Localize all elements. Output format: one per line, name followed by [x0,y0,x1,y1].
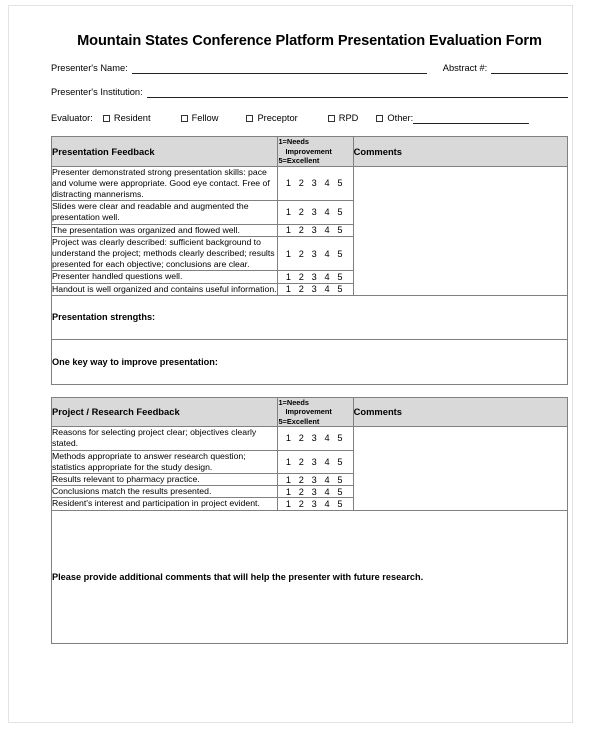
abstract-number-input[interactable] [491,64,568,74]
additional-comments-prompt[interactable]: Please provide additional comments that will help the presenter with future research. [52,510,568,643]
criterion-label: Conclusions match the results presented. [52,486,278,498]
presenter-institution-label: Presenter's Institution: [51,87,143,97]
scale-line-1: 1=Needs [278,137,310,146]
presentation-feedback-body [52,166,568,384]
comments-cell[interactable] [353,427,567,510]
criterion-label: Presenter handled questions well. [52,271,278,283]
improve-presentation-row [52,339,568,384]
checkbox-icon[interactable] [181,115,188,122]
evaluator-option-rpd[interactable] [328,113,359,124]
column-header-project-research-feedback: Project / Research Feedback [52,397,278,427]
evaluator-label: Evaluator: [51,113,93,123]
document-page [8,5,573,723]
checkbox-icon[interactable] [328,115,335,122]
column-header-rating-scale [278,137,353,167]
comments-cell[interactable] [353,166,567,295]
presenter-institution-row [51,87,568,98]
rating-scale-cell[interactable]: 1 2 3 4 5 [278,201,353,224]
criterion-label: The presentation was organized and flowed well. [52,224,278,236]
rating-scale-cell[interactable]: 1 2 3 4 5 [278,486,353,498]
evaluator-option-preceptor-label: Preceptor [257,113,298,123]
evaluator-option-fellow-label: Fellow [191,113,219,123]
scale-line-3: 5=Excellent [278,416,320,426]
criterion-label: Reasons for selecting project clear; objectives clearly stated. [52,427,278,450]
rating-scale-cell[interactable]: 1 2 3 4 5 [278,450,353,473]
criterion-label: Resident's interest and participation in project evident. [52,498,278,510]
scale-line-2: Improvement [285,407,332,417]
column-header-presentation-feedback: Presentation Feedback [52,137,278,167]
scale-line-2: Improvement [285,146,332,156]
rating-scale-cell[interactable]: 1 2 3 4 5 [278,427,353,450]
evaluator-row [51,113,568,124]
presentation-strengths-prompt[interactable]: Presentation strengths: [52,295,568,339]
checkbox-icon[interactable] [103,115,110,122]
presenter-name-row [51,63,568,74]
evaluator-option-other[interactable] [376,113,413,124]
table-header-row [52,397,568,427]
table-row [52,427,568,450]
column-header-comments: Comments [353,397,567,427]
rating-scale-cell[interactable]: 1 2 3 4 5 [278,283,353,295]
additional-comments-row [52,510,568,643]
evaluator-option-fellow[interactable] [181,113,219,124]
table-header-row [52,137,568,167]
presentation-feedback-header [52,137,568,167]
evaluator-option-resident[interactable] [103,113,151,124]
presenter-name-input[interactable] [132,64,427,74]
criterion-label: Results relevant to pharmacy practice. [52,474,278,486]
rating-scale-cell[interactable]: 1 2 3 4 5 [278,498,353,510]
rating-scale-cell[interactable]: 1 2 3 4 5 [278,224,353,236]
evaluator-option-rpd-label: RPD [338,113,359,123]
column-header-comments: Comments [353,137,567,167]
evaluator-other-input[interactable] [413,114,529,124]
evaluator-option-resident-label: Resident [113,113,151,123]
checkbox-icon[interactable] [376,115,383,122]
rating-scale-cell[interactable]: 1 2 3 4 5 [278,474,353,486]
criterion-label: Presenter demonstrated strong presentation skills: pace and volume were appropriate. Good eye contact. Free of distracting mannerisms. [52,166,278,201]
rating-scale-cell[interactable]: 1 2 3 4 5 [278,166,353,201]
column-header-rating-scale [278,397,353,427]
scale-line-3: 5=Excellent [278,156,320,165]
checkbox-icon[interactable] [246,115,253,122]
rating-scale-cell[interactable]: 1 2 3 4 5 [278,271,353,283]
criterion-label: Project was clearly described: sufficient background to understand the project; methods clearly described; results presented for each objective; conclusions are clear. [52,236,278,271]
project-research-body [52,427,568,643]
criterion-label: Handout is well organized and contains useful information. [52,283,277,294]
criterion-label: Methods appropriate to answer research question; statistics appropriate for the study design. [52,450,278,473]
document-body [51,32,568,644]
page-title: Mountain States Conference Platform Presentation Evaluation Form [77,33,542,49]
project-research-header [52,397,568,427]
presentation-feedback-table [51,136,568,385]
improve-presentation-prompt[interactable]: One key way to improve presentation: [52,339,568,384]
abstract-number-label: Abstract #: [442,63,488,73]
scale-line-1: 1=Needs [278,397,310,407]
evaluator-option-preceptor[interactable] [246,113,297,124]
presenter-institution-input[interactable] [147,88,568,98]
criterion-label: Slides were clear and readable and augmented the presentation well. [52,201,278,224]
project-research-feedback-table [51,397,568,644]
presenter-name-label: Presenter's Name: [51,63,128,73]
rating-scale-cell[interactable]: 1 2 3 4 5 [278,236,353,271]
evaluator-option-other-label: Other: [387,113,414,123]
table-row [52,166,568,201]
presentation-strengths-row [52,295,568,339]
